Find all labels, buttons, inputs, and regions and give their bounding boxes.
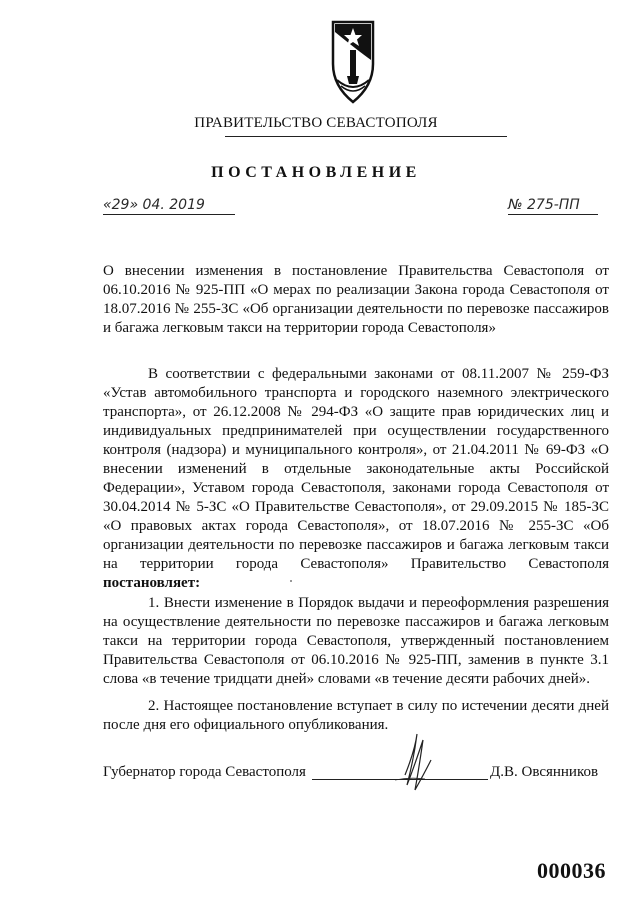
authority-underline: [225, 136, 507, 137]
coat-of-arms-emblem: [327, 20, 379, 104]
clause-1: 1. Внести изменение в Порядок выдачи и переоформления разрешения на осуществление деятельности по перевозке пассажиров и багажа легковым такси на территории города Севастополя, утвержденный постановлением Правительства Севастополя от 06.10.2016 № 925-ПП, заменив в пункте 3.1 слова «в течение тридцати дней» словами «в течение десяти рабочих дней».: [103, 595, 609, 687]
preamble-verb: постановляет:: [103, 575, 201, 591]
signatory-position: Губернатор города Севастополя: [103, 764, 306, 780]
document-title: О внесении изменения в постановление Правительства Севастополя от 06.10.2016 № 925-ПП «О мерах по реализации Закона города Севастополя от 18.07.2016 № 255-ЗС «Об организации деятельности по перевозке пассажиров и багажа легковым такси на территории города Севастополя»: [103, 263, 609, 336]
handwritten-signature: [365, 730, 485, 800]
document-date: «29» 04. 2019: [103, 197, 235, 215]
issuing-authority: ПРАВИТЕЛЬСТВО СЕВАСТОПОЛЯ: [194, 115, 438, 131]
document-number: № 275-ПП: [508, 197, 598, 215]
preamble-text: В соответствии с федеральными законами от 08.11.2007 № 259-ФЗ «Устав автомобильного транспорта и городского наземного электрического транспорта», от 26.12.2008 № 294-ФЗ «О защите прав юридических лиц и индивидуальных предпринимателей при осуществлении государственного контроля (надзора) и муниципального контроля», от 21.04.2011 № 69-ФЗ «О внесении изменений в отдельные законодательные акты Российской Федерации», Уставом города Севастополя, законами города Севастополя от 30.04.2014 № 5-ЗС «О Правительстве Севастополя», от 29.09.2015 № 185-ЗС «О правовых актах города Севастополя», от 18.07.2016 № 255-ЗС «Об организации деятельности по перевозке пассажиров и багажа легковым такси на территории города Севастополя» Правительство Севастополя: [103, 366, 609, 572]
clause-2: 2. Настоящее постановление вступает в силу по истечении десяти дней после дня его официального опубликования.: [103, 698, 609, 733]
document-type-heading: ПОСТАНОВЛЕНИЕ: [211, 164, 421, 181]
scan-speck: [290, 580, 292, 582]
serial-number: 000036: [537, 858, 606, 883]
signatory-name: Д.В. Овсянников: [490, 764, 599, 780]
preamble-paragraph: [103, 365, 609, 593]
